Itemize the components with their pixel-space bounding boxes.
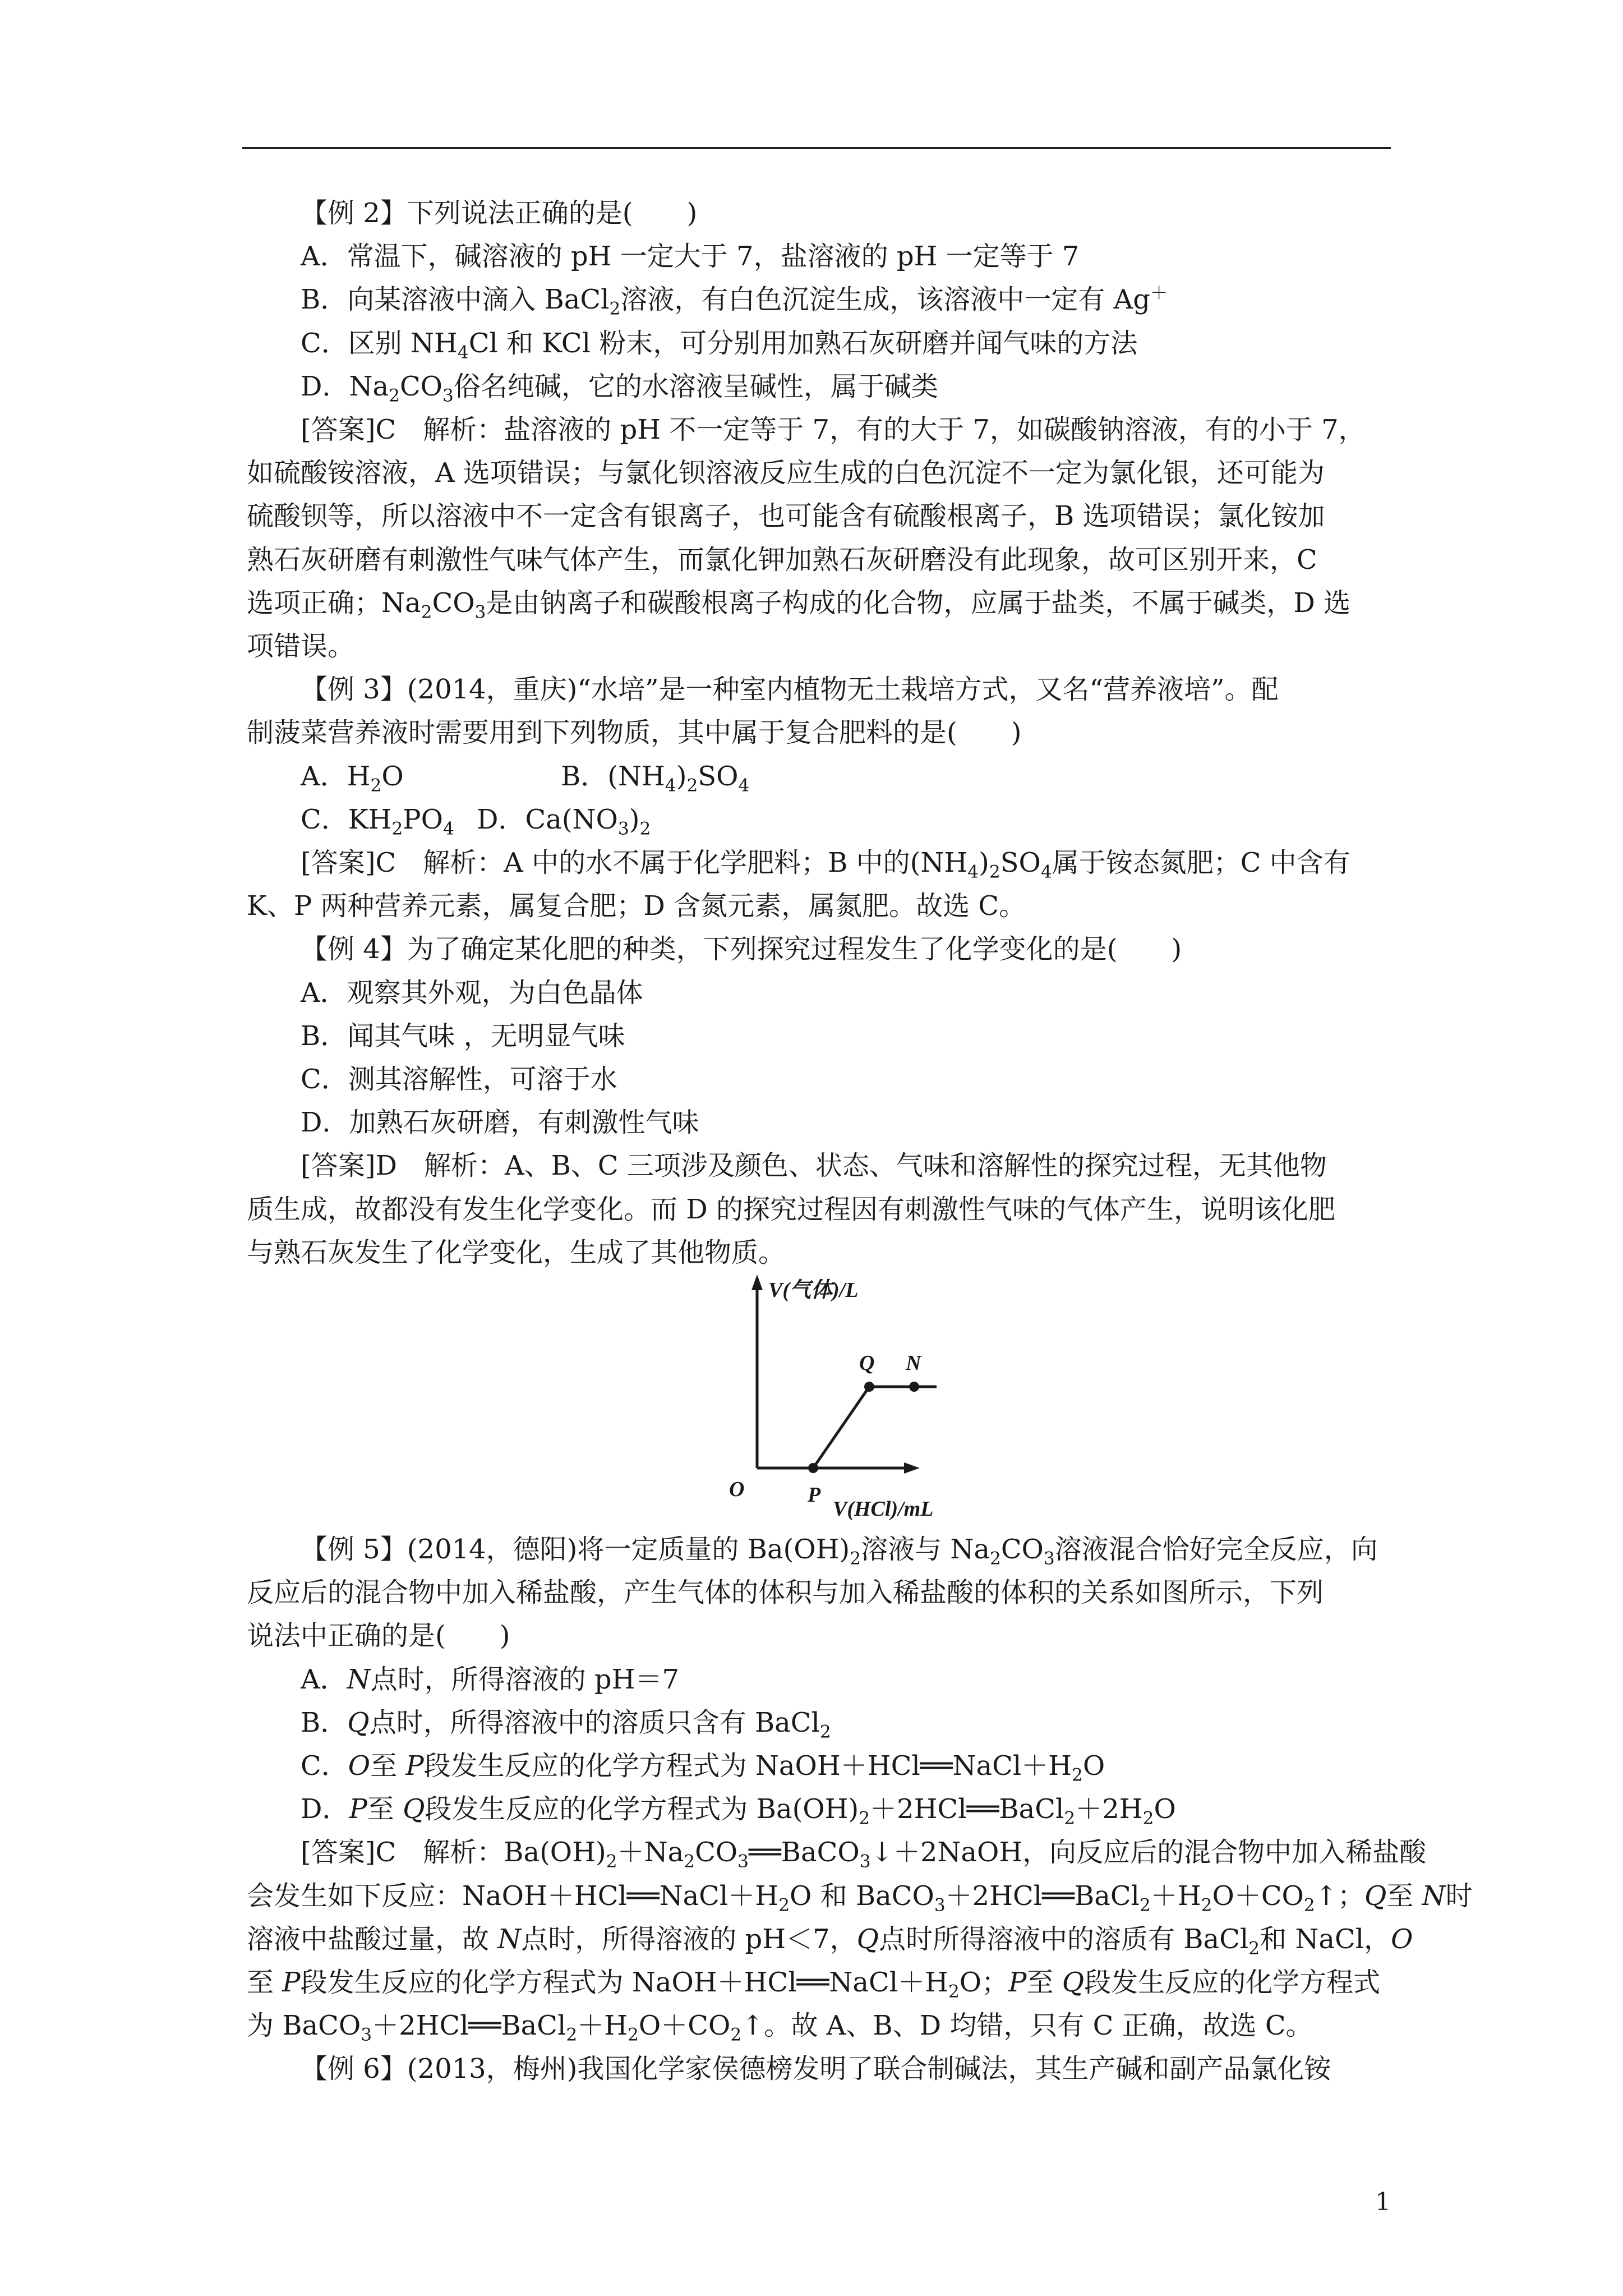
example-2 xyxy=(247,192,1391,668)
ex3-option-a: A．$H_2O$ xyxy=(301,760,404,796)
ex5-stem-line-1: 【例 5】(2014，德阳)将一定质量的 $Ba(OH)_2$溶液与 $Na_2CO_3$溶液混合恰好完全反应，向 xyxy=(301,1534,1378,1569)
page-body xyxy=(247,192,1473,2091)
volume-graph-figure xyxy=(247,1274,1391,1528)
ex2-option-a: A．常温下，碱溶液的 pH 一定大于 7，盐溶液的 pH 一定等于 7 xyxy=(301,241,1080,273)
ex2-answer-line-3: 硫酸钡等，所以溶液中不一定含有银离子，也可能含有硫酸根离子，B 选项错误；氯化铵加 xyxy=(247,500,1325,532)
ex4-stem: 【例 4】为了确定某化肥的种类，下列探究过程发生了化学变化的是( ) xyxy=(301,933,1182,965)
x-axis-arrow xyxy=(904,1462,920,1474)
ex5-option-a: A．N点时，所得溶液的 pH＝7 xyxy=(301,1663,680,1695)
ex2-answer-line-5: 选项正确；$Na_2CO_3$是由钠离子和碳酸根离子构成的化合物，应属于盐类，不属于碱类，D 选 xyxy=(247,587,1351,623)
point-n-marker xyxy=(909,1382,919,1392)
ex5-answer-line-4: 至 P段发生反应的化学方程式为 $NaOH+HCl══NaCl+H_2O$；P至 Q段发生反应的化学方程式 xyxy=(247,1967,1381,2002)
example-4 xyxy=(247,928,1391,1274)
ex2-option-d: D．$Na_2CO_3$俗名纯碱，它的水溶液呈碱性，属于碱类 xyxy=(301,370,938,406)
point-n-label: N xyxy=(906,1351,921,1375)
ex2-answer-line-2: 如硫酸铵溶液，A 选项错误；与氯化钡溶液反应生成的白色沉淀不一定为氯化银，还可能为 xyxy=(247,457,1325,489)
volume-graph xyxy=(707,1274,942,1521)
ex3-answer-line-1: [答案]C 解析：A 中的水不属于化学肥料；B 中的$(NH_4)_2SO_4$属于铵态氮肥；C 中含有 xyxy=(301,847,1350,882)
ex3-option-d: D．$Ca(NO_3)_2$ xyxy=(477,803,651,839)
segment-p-q xyxy=(813,1387,869,1468)
ex3-options-row-1 xyxy=(247,755,1391,798)
ex5-answer-line-1: [答案]C 解析：$Ba(OH)_2+Na_2CO_3══BaCO_3↓+2NaOH$，向反应后的混合物中加入稀盐酸 xyxy=(301,1837,1427,1872)
origin-label: O xyxy=(729,1478,745,1502)
ex3-option-b: B．$(NH_4)_2SO_4$ xyxy=(561,760,750,796)
point-p-marker xyxy=(808,1463,818,1473)
example-6 xyxy=(247,2047,1391,2091)
ex5-option-c: C．O至 P段发生反应的化学方程式为 $NaOH+HCl══NaCl+H_2O$ xyxy=(301,1750,1105,1786)
example-3 xyxy=(247,668,1391,928)
ex4-option-c: C．测其溶解性，可溶于水 xyxy=(301,1064,617,1096)
ex5-answer-line-5: 为 $BaCO_3+2HCl══BaCl_2+H_2O+CO_2↑$。故 A、B、D 均错，只有 C 正确，故选 C。 xyxy=(247,2010,1313,2045)
ex4-option-a: A．观察其外观，为白色晶体 xyxy=(301,977,643,1009)
ex4-answer-line-1: [答案]D 解析：A、B、C 三项涉及颜色、状态、气味和溶解性的探究过程，无其他物 xyxy=(301,1150,1327,1182)
point-p-label: P xyxy=(808,1483,821,1507)
ex4-option-d: D．加熟石灰研磨，有刺激性气味 xyxy=(301,1107,699,1139)
y-axis-arrow xyxy=(751,1274,763,1290)
ex2-answer-line-4: 熟石灰研磨有刺激性气味气体产生，而氯化钾加熟石灰研磨没有此现象，故可区别开来，C xyxy=(247,544,1317,576)
point-q-label: Q xyxy=(859,1351,875,1375)
ex3-option-c: C．$KH_2PO_4$ xyxy=(301,803,454,839)
point-q-marker xyxy=(864,1382,874,1392)
ex3-stem-line-1: 【例 3】(2014，重庆)“水培”是一种室内植物无土栽培方式，又名“营养液培”。配 xyxy=(301,674,1279,706)
ex3-answer-line-2: K、P 两种营养元素，属复合肥；D 含氮元素，属氮肥。故选 C。 xyxy=(247,890,1026,922)
ex3-options-row-2 xyxy=(247,798,1391,841)
x-axis-label: V(HCl)/mL xyxy=(833,1497,934,1521)
ex4-answer-line-3: 与熟石灰发生了化学变化，生成了其他物质。 xyxy=(247,1236,786,1268)
ex5-answer-line-3: 溶液中盐酸过量，故 N点时，所得溶液的 pH＜7，Q点时所得溶液中的溶质有 BaCl$_2$和 NaCl，O xyxy=(247,1923,1413,1959)
ex2-option-b: B．向某溶液中滴入 BaCl$_2$溶液，有白色沉淀生成，该溶液中一定有 Ag＋ xyxy=(301,283,1168,319)
ex5-stem-line-3: 说法中正确的是( ) xyxy=(247,1620,510,1652)
page-number: 1 xyxy=(1375,2188,1391,2216)
ex2-answer-line-6: 项错误。 xyxy=(247,631,355,662)
ex2-stem: 【例 2】下列说法正确的是( ) xyxy=(301,197,698,229)
ex5-answer-line-2: 会发生如下反应：$NaOH+HCl══NaCl+H_2O$ 和 $BaCO_3+2HCl══BaCl_2+H_2O+CO_2↑$；Q至 N时 xyxy=(247,1880,1473,1916)
ex5-option-b: B．Q点时，所得溶液中的溶质只含有 BaCl$_2$ xyxy=(301,1706,831,1742)
example-5 xyxy=(247,1528,1473,2047)
y-axis-label: V(气体)/L xyxy=(768,1278,859,1303)
ex2-option-c: C．区别 $NH_4Cl$ 和 KCl 粉末，可分别用加熟石灰研磨并闻气味的方法 xyxy=(301,327,1138,363)
ex5-stem-line-2: 反应后的混合物中加入稀盐酸，产生气体的体积与加入稀盐酸的体积的关系如图所示，下列 xyxy=(247,1577,1324,1609)
ex5-option-d: D．P至 Q段发生反应的化学方程式为 $Ba(OH)_2+2HCl══BaCl_2+2H_2O$ xyxy=(301,1793,1176,1829)
ex2-answer-line-1: [答案]C 解析：盐溶液的 pH 不一定等于 7，有的大于 7，如碳酸钠溶液，有的小于 7， xyxy=(301,414,1366,446)
ex3-stem-line-2: 制菠菜营养液时需要用到下列物质，其中属于复合肥料的是( ) xyxy=(247,717,1022,749)
ex4-answer-line-2: 质生成，故都没有发生化学变化。而 D 的探究过程因有刺激性气味的气体产生，说明该化肥 xyxy=(247,1193,1336,1225)
header-rule xyxy=(242,147,1391,149)
ex6-stem-line-1: 【例 6】(2013，梅州)我国化学家侯德榜发明了联合制碱法，其生产碱和副产品氯化铵 xyxy=(301,2053,1331,2085)
ex4-option-b: B．闻其气味 ，无明显气味 xyxy=(301,1020,625,1052)
